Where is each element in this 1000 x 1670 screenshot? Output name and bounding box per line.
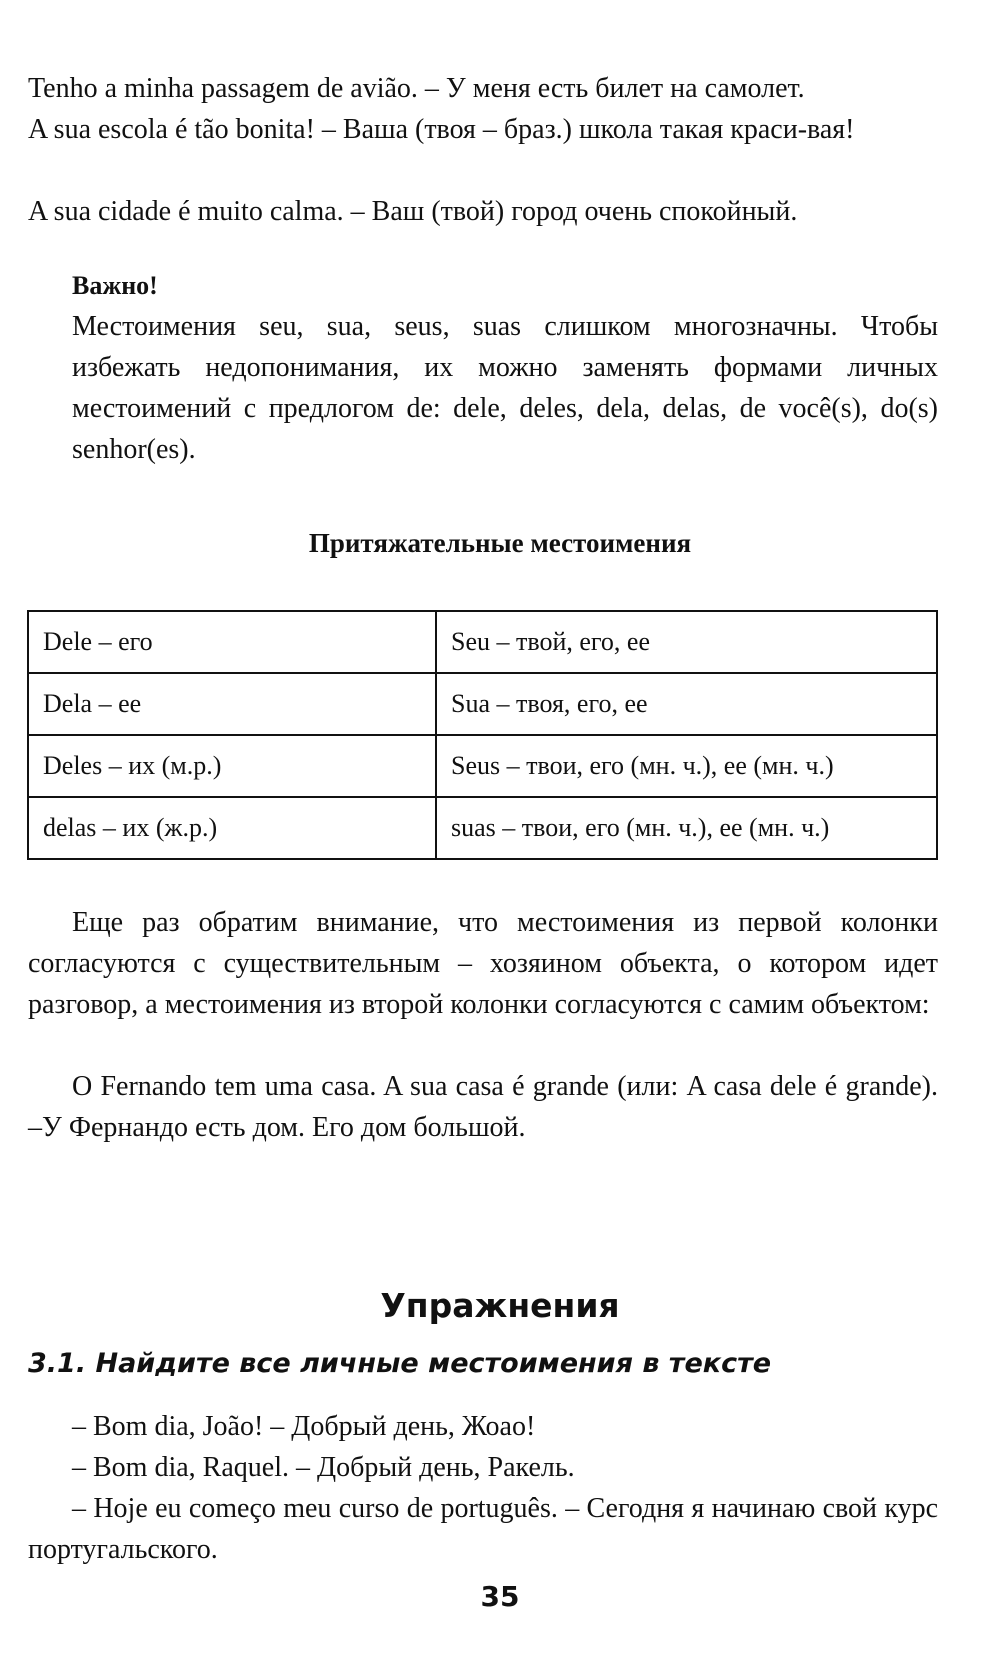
table-row bbox=[28, 611, 937, 673]
table-cell: Seus – твои, его (мн. ч.), ее (мн. ч.) bbox=[436, 735, 937, 797]
table-cell: Seu – твой, его, ее bbox=[436, 611, 937, 673]
table-cell: Deles – их (м.р.) bbox=[28, 735, 436, 797]
table-cell: Dela – ее bbox=[28, 673, 436, 735]
table-cell: delas – их (ж.р.) bbox=[28, 797, 436, 859]
exercise-3-1-title: 3.1. Найдите все личные местоимения в тексте bbox=[28, 1348, 772, 1379]
table-cell: suas – твои, его (мн. ч.), ее (мн. ч.) bbox=[436, 797, 937, 859]
important-text: Местоимения seu, sua, seus, suas слишком многозначны. Чтобы избежать недопонимания, их можно заменять формами личных местоимений с предлогом de: dele, deles, dela, delas, de você(s), do(s) senhor(es). bbox=[72, 311, 938, 465]
intro-line-1: Tenho a minha passagem de avião. – У меня есть билет на самолет. bbox=[28, 73, 805, 104]
table-title: Притяжательные местоимения bbox=[308, 528, 692, 558]
table-cell: Sua – твоя, его, ее bbox=[436, 673, 937, 735]
explanation-paragraph: Еще раз обратим внимание, что местоимения из первой колонки согласуются с существительным – хозяином объекта, о котором идет разговор, а местоимения из второй колонки согласуются с самим объектом: bbox=[28, 907, 938, 1020]
dialog-line: – Bom dia, Raquel. – Добрый день, Ракель. bbox=[72, 1452, 575, 1483]
dialog-line: – Bom dia, João! – Добрый день, Жоао! bbox=[72, 1411, 536, 1442]
page-number: 35 bbox=[480, 1580, 520, 1613]
dialog-line: – Hoje eu começo meu curso de português. – Сегодня я начинаю свой курс португальского. bbox=[28, 1493, 938, 1565]
table-row bbox=[28, 797, 937, 859]
table-row bbox=[28, 673, 937, 735]
important-title: Важно! bbox=[72, 271, 158, 300]
exercises-heading: Упражнения bbox=[380, 1286, 620, 1325]
pronoun-table bbox=[27, 610, 938, 860]
example-paragraph: O Fernando tem uma casa. A sua casa é grande (или: A casa dele é grande). –У Фернандо есть дом. Его дом большой. bbox=[28, 1071, 938, 1143]
intro-line-2: A sua escola é tão bonita! – Ваша (твоя – браз.) школа такая краси-вая! bbox=[28, 114, 855, 145]
table-cell: Dele – его bbox=[28, 611, 436, 673]
table-row bbox=[28, 735, 937, 797]
important-note bbox=[72, 265, 938, 470]
intro-line-3: A sua cidade é muito calma. – Ваш (твой) город очень спокойный. bbox=[28, 196, 798, 227]
